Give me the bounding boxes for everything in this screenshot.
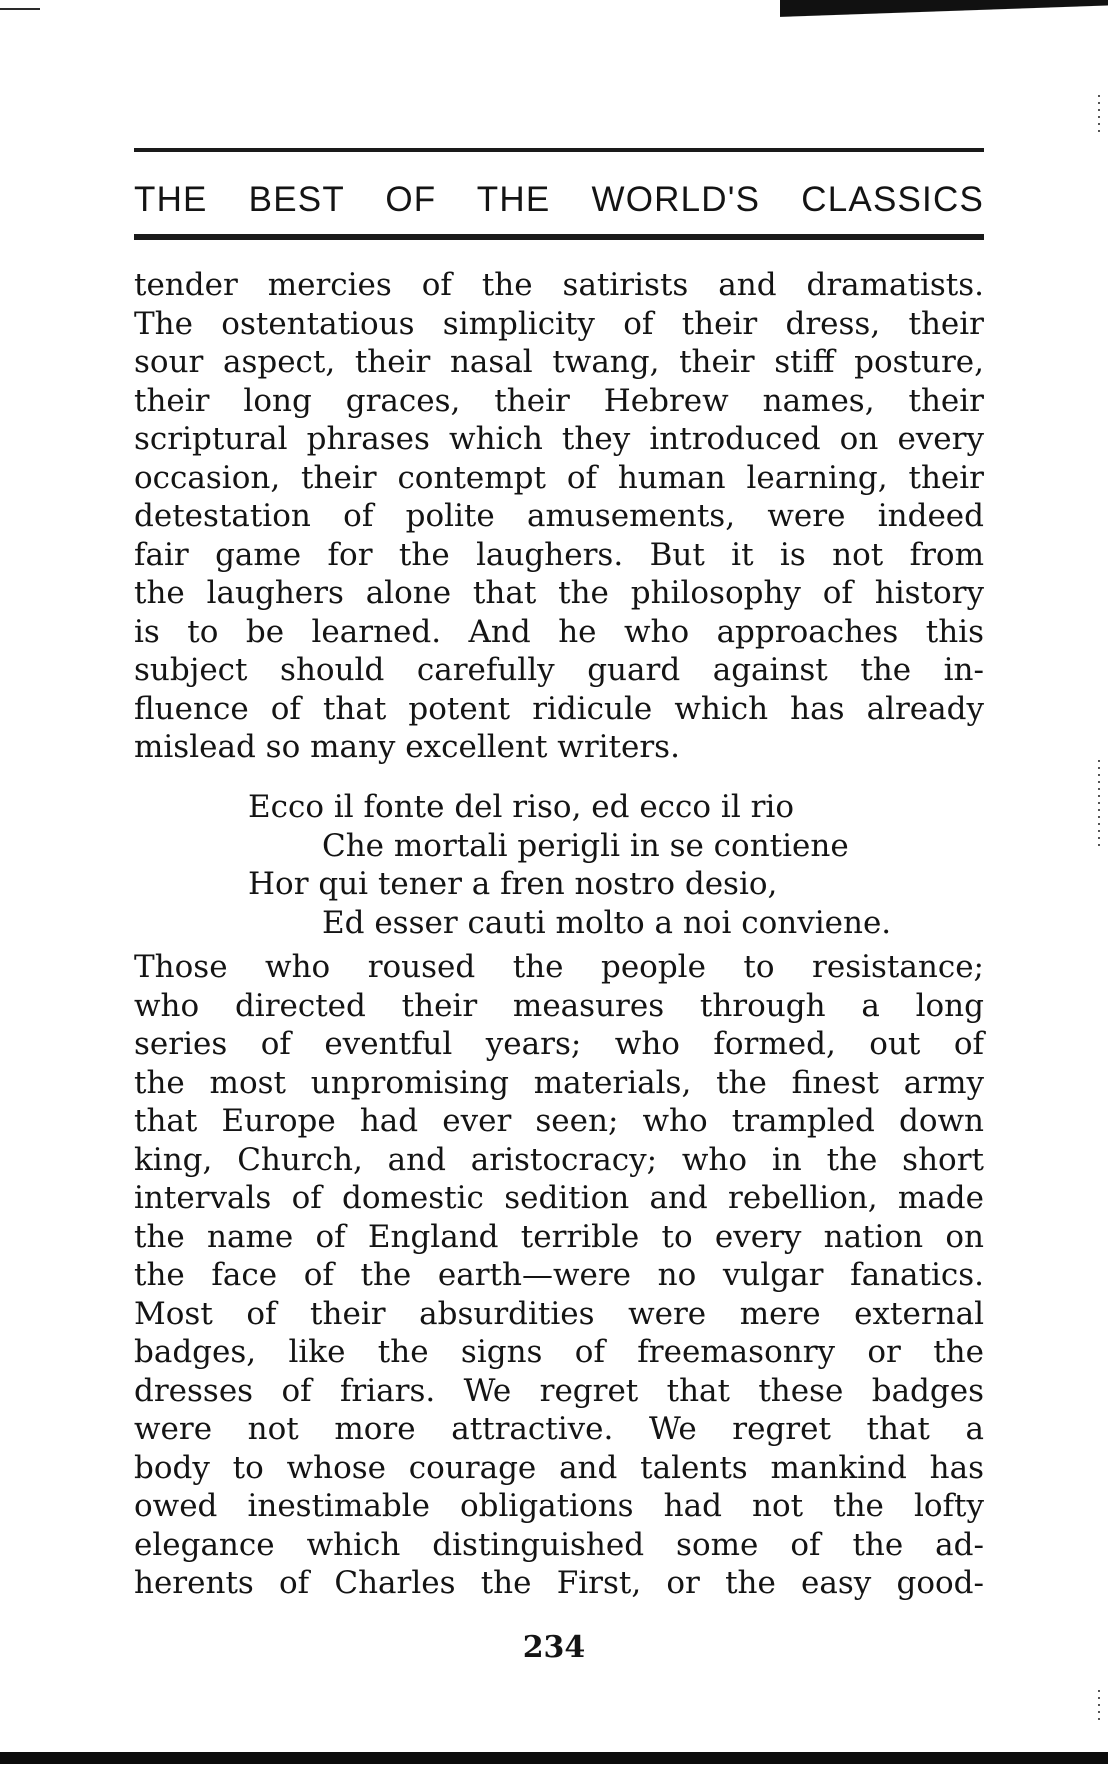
text-line: tender mercies of the satirists and dramatists.	[134, 267, 984, 303]
text-line: is to be learned. And he who approaches this	[134, 613, 984, 650]
text-line: subject should carefully guard against the in-	[134, 652, 984, 688]
text-line: their long graces, their Hebrew names, their	[134, 382, 984, 419]
scan-margin-specks	[1098, 1690, 1100, 1720]
text-line: mislead so many excellent writers.	[134, 729, 680, 765]
verse-line: Hor qui tener a fren nostro desio,	[248, 866, 778, 902]
scan-corner-shadow	[780, 0, 1108, 44]
verse-line: Ecco il fonte del riso, ed ecco il rio	[248, 789, 794, 825]
paragraph-1	[134, 266, 984, 767]
scan-margin-specks	[1098, 95, 1100, 135]
verse-line: Che mortali perigli in se contiene	[322, 827, 849, 864]
text-line: who directed their measures through a long	[134, 987, 984, 1024]
header-bottom-rule	[134, 234, 984, 240]
text-line: owed inestimable obligations had not the lofty	[134, 1488, 984, 1524]
scan-bottom-edge	[0, 1752, 1108, 1764]
text-line: The ostentatious simplicity of their dress, their	[134, 305, 984, 342]
text-line: fair game for the laughers. But it is not from	[134, 536, 984, 573]
text-line: king, Church, and aristocracy; who in the short	[134, 1141, 984, 1178]
text-line: that Europe had ever seen; who trampled down	[134, 1103, 984, 1139]
text-line: detestation of polite amusements, were indeed	[134, 498, 984, 534]
scan-edge-mark	[0, 8, 40, 10]
paragraph-2	[134, 948, 984, 1603]
page-number: 234	[522, 1630, 586, 1665]
text-line: the most unpromising materials, the finest army	[134, 1064, 984, 1101]
text-line: series of eventful years; who formed, out of	[134, 1026, 984, 1062]
scan-margin-specks	[1098, 760, 1100, 850]
text-line: scriptural phrases which they introduced on every	[134, 421, 984, 457]
text-line: elegance which distinguished some of the ad-	[134, 1526, 984, 1563]
text-line: the face of the earth—were no vulgar fanatics.	[134, 1257, 984, 1293]
text-line: Those who roused the people to resistance;	[134, 949, 984, 985]
header-top-rule	[134, 148, 984, 152]
text-line: sour aspect, their nasal twang, their stiff posture,	[134, 344, 984, 380]
text-line: body to whose courage and talents mankind has	[134, 1449, 984, 1486]
verse-line: Ed esser cauti molto a noi conviene.	[322, 904, 892, 941]
text-line: fluence of that potent ridicule which has already	[134, 690, 984, 727]
text-line: dresses of friars. We regret that these badges	[134, 1372, 984, 1409]
verse-quotation	[134, 788, 984, 942]
text-line: the name of England terrible to every nation on	[134, 1218, 984, 1255]
text-line: the laughers alone that the philosophy of history	[134, 575, 984, 611]
text-line: Most of their absurdities were mere external	[134, 1295, 984, 1332]
text-line: badges, like the signs of freemasonry or the	[134, 1334, 984, 1370]
text-line: occasion, their contempt of human learning, their	[134, 459, 984, 496]
text-line: herents of Charles the First, or the easy good-	[134, 1565, 984, 1601]
text-line: intervals of domestic sedition and rebellion, made	[134, 1180, 984, 1216]
text-line: were not more attractive. We regret that a	[134, 1411, 984, 1447]
running-head: THE BEST OF THE WORLD'S CLASSICS	[134, 180, 984, 219]
